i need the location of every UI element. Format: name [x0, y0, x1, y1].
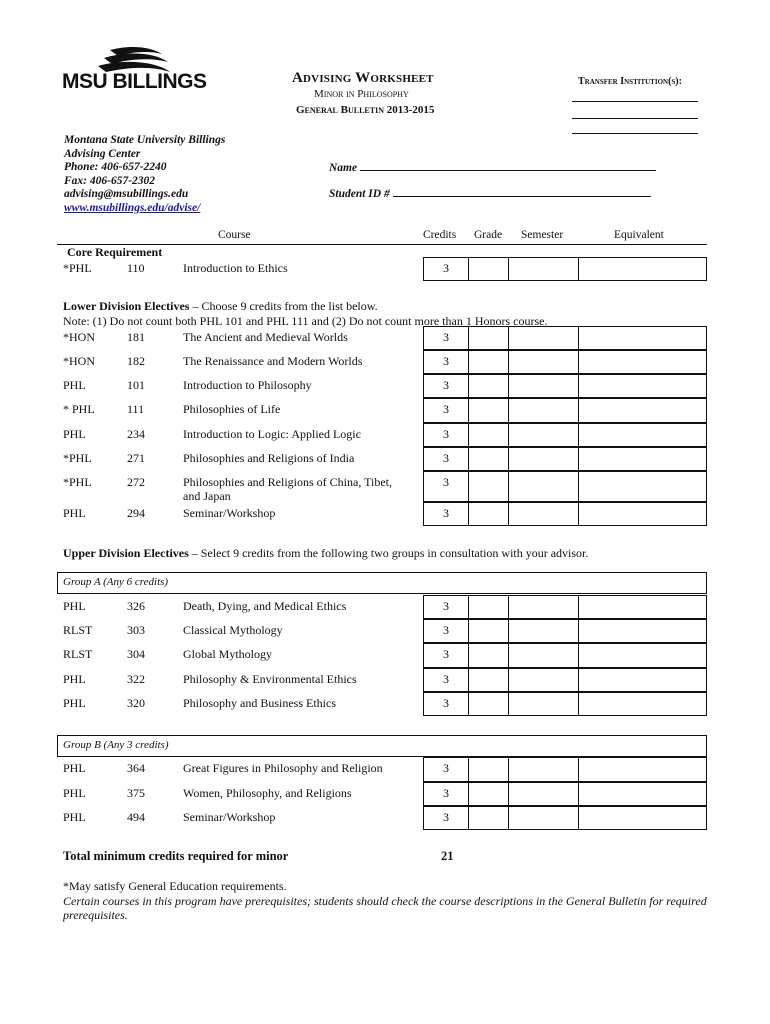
grade-box[interactable]: [468, 595, 509, 619]
grade-box[interactable]: [468, 757, 509, 782]
course-prefix: PHL: [63, 427, 86, 441]
course-title-line: Philosophies and Religions of India: [183, 451, 355, 465]
msu-billings-logo: [58, 46, 218, 100]
course-prefix: PHL: [63, 696, 86, 710]
course-number: 181: [127, 330, 145, 344]
grade-box[interactable]: [468, 502, 509, 526]
course-number: 110: [127, 261, 145, 275]
equivalent-box[interactable]: [578, 668, 707, 692]
course-title-line: Global Mythology: [183, 647, 272, 661]
col-grade: Grade: [474, 229, 503, 241]
course-title-line: Classical Mythology: [183, 623, 283, 637]
course-credits: 3: [443, 475, 449, 489]
course-title-line: Seminar/Workshop: [183, 810, 276, 824]
advise-link[interactable]: www.msubillings.edu/advise/: [64, 201, 201, 214]
semester-box[interactable]: [508, 502, 579, 526]
credits-box: [423, 471, 469, 502]
course-prefix: *HON: [63, 354, 95, 368]
course-number: 364: [127, 761, 145, 775]
credits-box: [423, 350, 469, 374]
semester-box[interactable]: [508, 374, 579, 398]
grade-box[interactable]: [468, 668, 509, 692]
group-a-bar: [57, 572, 707, 594]
group-b-bar: [57, 735, 707, 757]
course-credits: 3: [443, 506, 449, 520]
semester-box[interactable]: [508, 692, 579, 716]
grade-box[interactable]: [468, 447, 509, 471]
equivalent-box[interactable]: [578, 595, 707, 619]
course-prefix: *PHL: [63, 451, 92, 465]
course-title: [183, 599, 346, 613]
page-subtitle: Minor in Philosophy: [314, 88, 409, 100]
semester-box[interactable]: [508, 806, 579, 830]
course-title: [183, 786, 352, 800]
course-credits: 3: [443, 261, 449, 275]
course-title-line: Seminar/Workshop: [183, 506, 276, 520]
grade-box[interactable]: [468, 782, 509, 806]
course-prefix: *PHL: [63, 475, 92, 489]
course-prefix: PHL: [63, 786, 86, 800]
grade-box[interactable]: [468, 692, 509, 716]
course-credits: 3: [443, 427, 449, 441]
course-number: 182: [127, 354, 145, 368]
course-prefix: *PHL: [63, 261, 92, 275]
course-prefix: PHL: [63, 378, 86, 392]
grade-box[interactable]: [468, 806, 509, 830]
course-number: 304: [127, 647, 145, 661]
name-label: Name: [329, 162, 358, 174]
course-title-line: The Renaissance and Modern Worlds: [183, 354, 363, 368]
credits-box: [423, 447, 469, 471]
semester-box[interactable]: [508, 643, 579, 668]
course-credits: 3: [443, 761, 449, 775]
equivalent-box[interactable]: [578, 398, 707, 423]
credits-box: [423, 782, 469, 806]
course-number: 101: [127, 378, 145, 392]
course-title: [183, 672, 357, 686]
course-credits: 3: [443, 810, 449, 824]
course-title: [183, 647, 272, 661]
course-credits: 3: [443, 378, 449, 392]
transfer-line-2[interactable]: [572, 118, 698, 119]
course-number: 294: [127, 506, 145, 520]
course-title: [183, 761, 383, 775]
transfer-line-3[interactable]: [572, 133, 698, 134]
grade-box[interactable]: [468, 398, 509, 423]
course-prefix: PHL: [63, 672, 86, 686]
center-name: Advising Center: [64, 147, 141, 160]
course-title-line: and Japan: [183, 489, 231, 503]
course-title-line: Introduction to Ethics: [183, 261, 288, 275]
course-title: [183, 402, 280, 416]
course-credits: 3: [443, 672, 449, 686]
course-title: [183, 354, 362, 368]
equivalent-box[interactable]: [578, 757, 707, 782]
semester-box[interactable]: [508, 782, 579, 806]
equivalent-box[interactable]: [578, 423, 707, 447]
course-number: 272: [127, 475, 145, 489]
group-b-label: Group B (Any 3 credits): [63, 739, 169, 751]
course-credits: 3: [443, 451, 449, 465]
student-id-field[interactable]: [329, 186, 651, 200]
semester-box[interactable]: [508, 447, 579, 471]
equivalent-box[interactable]: [578, 326, 707, 350]
course-prefix: RLST: [63, 623, 93, 637]
course-credits: 3: [443, 402, 449, 416]
group-a-label: Group A (Any 6 credits): [63, 576, 169, 588]
course-title: [183, 261, 288, 275]
contact-block: [64, 134, 225, 215]
grade-box[interactable]: [468, 643, 509, 668]
course-prefix: RLST: [63, 647, 93, 661]
credits-box: [423, 374, 469, 398]
course-title: [183, 378, 312, 392]
equivalent-box[interactable]: [578, 692, 707, 716]
course-credits: 3: [443, 330, 449, 344]
course-title-line: Philosophies of Life: [183, 402, 281, 416]
credits-box: [423, 502, 469, 526]
equivalent-box[interactable]: [578, 502, 707, 526]
col-credits: Credits: [423, 229, 457, 241]
course-title-line: Introduction to Logic: Applied Logic: [183, 427, 361, 441]
grade-box[interactable]: [468, 471, 509, 502]
course-title: [183, 810, 275, 824]
upper-heading-bold: Upper Division Electives: [63, 546, 189, 560]
total-label: Total minimum credits required for minor: [63, 849, 289, 863]
course-number: 234: [127, 427, 145, 441]
credits-box: [423, 643, 469, 668]
gen-ed-note: *May satisfy General Education requirements.: [63, 879, 287, 893]
course-number: 322: [127, 672, 145, 686]
course-prefix: *HON: [63, 330, 95, 344]
semester-box[interactable]: [508, 595, 579, 619]
semester-box[interactable]: [508, 257, 579, 281]
course-prefix: * PHL: [63, 402, 95, 416]
course-title-line: Philosophies and Religions of China, Tibet,: [183, 475, 393, 489]
course-prefix: PHL: [63, 810, 86, 824]
course-title: [183, 696, 336, 710]
student-id-label: Student ID #: [329, 188, 390, 200]
course-title: [183, 623, 283, 637]
course-title-line: Introduction to Philosophy: [183, 378, 312, 392]
credits-box: [423, 326, 469, 350]
credits-box: [423, 619, 469, 643]
course-title-line: Philosophy and Business Ethics: [183, 696, 337, 710]
course-title-line: Great Figures in Philosophy and Religion: [183, 761, 383, 775]
total-value: 21: [441, 849, 454, 863]
equivalent-box[interactable]: [578, 643, 707, 668]
credits-box: [423, 806, 469, 830]
transfer-institution-label: Transfer Institution(s):: [578, 76, 682, 87]
course-title-line: Women, Philosophy, and Religions: [183, 786, 352, 800]
grade-box[interactable]: [468, 350, 509, 374]
lower-note: Note: (1) Do not count both PHL 101 and PHL 111 and (2) Do not count more than 1 Honors course.: [63, 314, 548, 328]
name-line[interactable]: [360, 160, 656, 171]
page-title: Advising Worksheet: [292, 70, 434, 86]
course-number: 303: [127, 623, 145, 637]
course-number: 320: [127, 696, 145, 710]
semester-box[interactable]: [508, 398, 579, 423]
bulletin-label: General Bulletin 2013-2015: [296, 104, 435, 116]
course-credits: 3: [443, 623, 449, 637]
grade-box[interactable]: [468, 326, 509, 350]
credits-box: [423, 423, 469, 447]
course-title: [183, 330, 348, 344]
course-title-line: The Ancient and Medieval Worlds: [183, 330, 348, 344]
fax: Fax: 406-657-2302: [64, 174, 156, 187]
name-field[interactable]: [329, 160, 656, 174]
course-number: 375: [127, 786, 145, 800]
course-prefix: PHL: [63, 761, 86, 775]
course-credits: 3: [443, 354, 449, 368]
semester-box[interactable]: [508, 350, 579, 374]
semester-box[interactable]: [508, 668, 579, 692]
grade-box[interactable]: [468, 423, 509, 447]
student-id-line[interactable]: [393, 186, 651, 197]
equivalent-box[interactable]: [578, 806, 707, 830]
equivalent-box[interactable]: [578, 374, 707, 398]
course-number: 326: [127, 599, 145, 613]
equivalent-box[interactable]: [578, 471, 707, 502]
credits-box: [423, 595, 469, 619]
course-credits: 3: [443, 647, 449, 661]
credits-box: [423, 757, 469, 782]
credits-box: [423, 692, 469, 716]
equivalent-box[interactable]: [578, 619, 707, 643]
course-credits: 3: [443, 696, 449, 710]
grade-box[interactable]: [468, 257, 509, 281]
grade-box[interactable]: [468, 374, 509, 398]
course-title-line: Death, Dying, and Medical Ethics: [183, 599, 347, 613]
semester-box[interactable]: [508, 471, 579, 502]
upper-heading-rest: – Select 9 credits from the following two groups in consultation with your advisor.: [188, 546, 589, 560]
course-title: [183, 451, 354, 465]
grade-box[interactable]: [468, 619, 509, 643]
equivalent-box[interactable]: [578, 257, 707, 281]
course-title: [183, 427, 361, 441]
course-prefix: PHL: [63, 599, 86, 613]
credits-box: [423, 668, 469, 692]
prereq-note: Certain courses in this program have prerequisites; students should check the course descriptions in the General Bulletin for required prerequisites.: [63, 894, 707, 922]
equivalent-box[interactable]: [578, 447, 707, 471]
logo-wordmark: MSU BILLINGS: [62, 70, 207, 93]
core-heading: Core Requirement: [67, 245, 163, 259]
lower-heading-rest: – Choose 9 credits from the list below.: [189, 299, 378, 313]
lower-heading: [63, 299, 378, 314]
course-title-line: Philosophy & Environmental Ethics: [183, 672, 357, 686]
course-title: [183, 506, 275, 520]
course-credits: 3: [443, 599, 449, 613]
org-name: Montana State University Billings: [64, 134, 226, 146]
credits-box: [423, 257, 469, 281]
transfer-line-1[interactable]: [572, 101, 698, 102]
semester-box[interactable]: [508, 757, 579, 782]
email: advising@msubillings.edu: [64, 188, 189, 200]
equivalent-box[interactable]: [578, 782, 707, 806]
lower-heading-bold: Lower Division Electives: [63, 299, 190, 313]
credits-box: [423, 398, 469, 423]
course-number: 271: [127, 451, 145, 465]
col-equivalent: Equivalent: [614, 229, 664, 241]
course-number: 494: [127, 810, 145, 824]
course-credits: 3: [443, 786, 449, 800]
col-course: Course: [218, 229, 251, 241]
semester-box[interactable]: [508, 326, 579, 350]
upper-heading: [63, 546, 588, 561]
course-prefix: PHL: [63, 506, 86, 520]
equivalent-box[interactable]: [578, 350, 707, 374]
course-title: [183, 475, 392, 503]
course-number: 111: [127, 402, 145, 416]
col-semester: Semester: [521, 229, 564, 241]
phone: Phone: 406-657-2240: [64, 161, 167, 173]
semester-box[interactable]: [508, 423, 579, 447]
semester-box[interactable]: [508, 619, 579, 643]
